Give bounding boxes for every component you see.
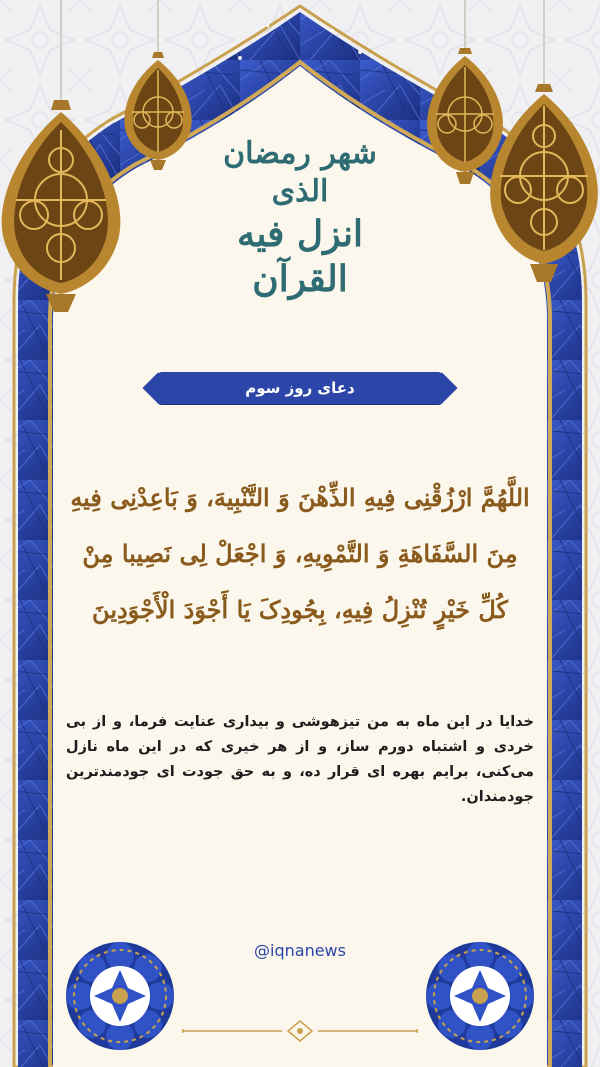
ornament-divider — [182, 1019, 418, 1043]
lantern-right-large — [482, 0, 600, 300]
social-handle: @iqnanews — [254, 941, 346, 960]
lantern-left-large — [0, 0, 126, 320]
quran-calligraphy — [200, 135, 400, 302]
calligraphy-line-1: شهر رمضان الذی — [223, 136, 377, 209]
lantern-left-small — [118, 0, 198, 180]
calligraphy-line-2: انزل فیه القرآن — [237, 213, 363, 300]
arabic-line-2: مِنَ السَّفَاهَةِ وَ التَّمْوِیهِ، وَ اجْعَلْ لِی نَصِیبا مِنْ — [82, 539, 518, 568]
arabic-line-1: اللَّهُمَّ ارْزُقْنِی فِیهِ الذِّهْنَ وَ التَّنْبِیهَ، وَ بَاعِدْنِی فِیهِ — [70, 483, 530, 512]
rosette-ornament-left — [64, 940, 176, 1052]
title-banner — [156, 372, 444, 404]
rosette-ornament-right — [424, 940, 536, 1052]
arabic-line-3: کُلِّ خَیْرٍ تُنْزِلُ فِیهِ، بِجُودِکَ یَا أَجْوَدَ الْأَجْوَدِینَ — [92, 595, 508, 624]
persian-translation: خدایا در این ماه به من تیزهوشی و بیداری عنایت فرما، و از بی خردی و اشتباه دورم ساز، و از هر خیری که در این ماه نازل می‌کنی، برایم بهره ای قرار ده، و به حق جودت ای جودمندترین جودمندان. — [66, 714, 534, 805]
arabic-prayer — [52, 470, 548, 638]
page-title: دعای روز سوم — [245, 379, 355, 397]
